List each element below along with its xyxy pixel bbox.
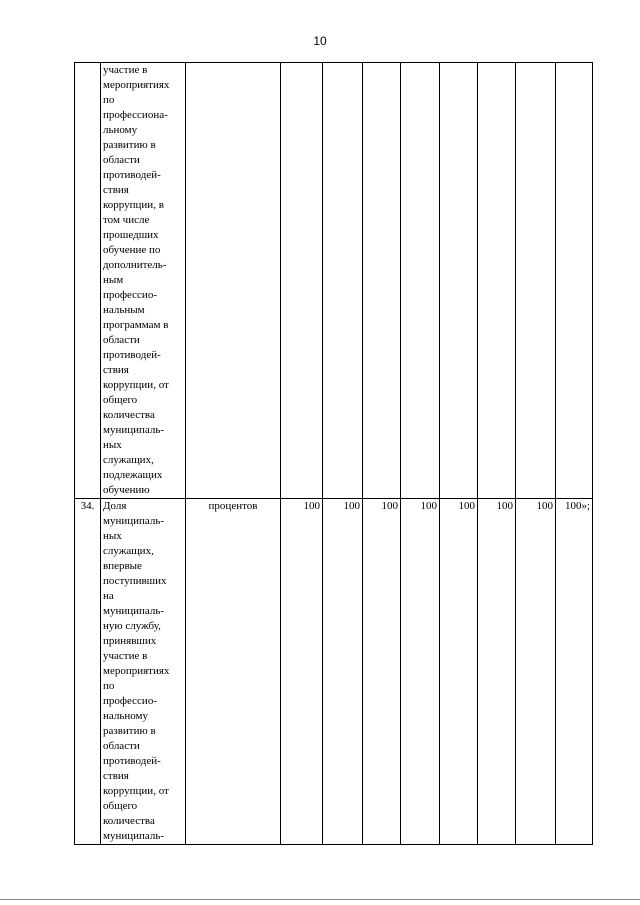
- value-cell: [556, 63, 593, 499]
- row-number-cell: 34.: [75, 499, 101, 845]
- value-cell: [516, 63, 556, 499]
- value-cell: 100: [440, 499, 478, 845]
- value-cell: [478, 63, 516, 499]
- value-cell: 100: [281, 499, 323, 845]
- indicator-description-cell: участие в мероприятиях по профессиона- льному развитию в области противодей- ствия коррупции, в том числе прошедших обучение по дополнитель- ным профессио- нальным программам в области противодей- ствия коррупции, от общего количества муниципаль- ных служащих, подлежащих обучению: [101, 63, 186, 499]
- value-cell: [440, 63, 478, 499]
- value-cell: [401, 63, 440, 499]
- value-cell: 100: [401, 499, 440, 845]
- page-number: 10: [313, 34, 327, 48]
- value-cell: 100»;: [556, 499, 593, 845]
- value-cell: [281, 63, 323, 499]
- value-cell: [323, 63, 363, 499]
- unit-cell: [186, 63, 281, 499]
- table-row: [75, 63, 593, 499]
- page-bottom-divider: [0, 899, 640, 900]
- indicators-table: [74, 62, 593, 845]
- unit-cell: процентов: [186, 499, 281, 845]
- value-cell: 100: [323, 499, 363, 845]
- value-cell: [363, 63, 401, 499]
- indicator-description-cell: Доля муниципаль- ных служащих, впервые поступивших на муниципаль- ную службу, принявших участие в мероприятиях по профессио- нальному развитию в области противодей- ствия коррупции, от общего количества муниципаль-: [101, 499, 186, 845]
- value-cell: 100: [363, 499, 401, 845]
- table-row: [75, 499, 593, 845]
- row-number-cell: [75, 63, 101, 499]
- value-cell: 100: [478, 499, 516, 845]
- value-cell: 100: [516, 499, 556, 845]
